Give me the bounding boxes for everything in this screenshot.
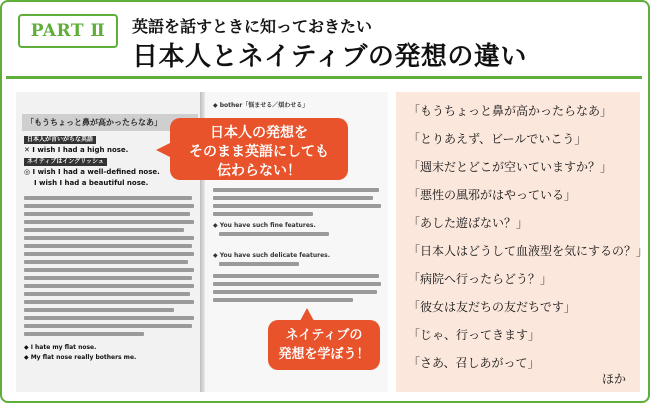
phrase-item: 「週末だとどこが空いていますか？」 — [408, 160, 613, 174]
text-line — [24, 236, 194, 240]
text-line — [24, 308, 174, 312]
text-line — [24, 252, 194, 256]
native-example-1: ◎ I wish I had a well-defined nose. — [24, 168, 160, 176]
text-line: ◆ bother「悩ませる／煩わせる」 — [213, 102, 309, 109]
callout-line: 日本人の発想を — [210, 125, 308, 141]
phrase-item: 「病院へ行ったらどう？」 — [408, 272, 553, 286]
text-line — [213, 212, 313, 216]
text-line — [219, 232, 329, 236]
text-line — [213, 204, 381, 208]
phrase-item: 「日本人はどうして血液型を気にするの？」 — [408, 244, 649, 258]
text-line — [24, 244, 192, 248]
callout-line: ネイティブの — [285, 328, 363, 343]
text-line — [24, 316, 194, 320]
part-label: PART Ⅱ — [18, 14, 118, 48]
phrase-item: 「悪性の風邪がはやっている」 — [408, 188, 577, 202]
text-line — [24, 220, 194, 224]
native-example-2: I wish I had a beautiful nose. — [34, 179, 149, 187]
text-line — [213, 282, 381, 286]
text-line — [213, 290, 377, 294]
text-line — [24, 212, 190, 216]
phrases-panel — [396, 92, 649, 392]
tag-native: ネイティブはイングリッシュ — [24, 158, 107, 166]
phrase-item: 「とりあえず、ビールでいこう」 — [408, 132, 587, 146]
text-line — [24, 260, 188, 264]
phrase-item: 「彼女は友だちの友だちです」 — [408, 300, 576, 314]
callout-line: 伝わらない！ — [217, 163, 301, 179]
text-line — [213, 196, 373, 200]
book-heading: 「もうちょっと鼻が高かったらなあ」 — [22, 114, 198, 131]
text-line — [213, 188, 379, 192]
text-line — [24, 276, 192, 280]
example-line: ◆ I hate my flat nose. — [24, 344, 97, 351]
example-line: ◆ You have such delicate features. — [213, 252, 330, 259]
phrases-etc: ほか — [601, 372, 626, 386]
text-line — [24, 284, 194, 288]
tag-japanese: 日本人が言いがちな英語 — [24, 136, 96, 144]
text-line — [24, 228, 184, 232]
phrase-item: 「あした遊ばない？」 — [408, 216, 529, 230]
divider — [6, 76, 642, 79]
text-line — [24, 292, 190, 296]
text-line — [213, 298, 353, 302]
subtitle: 英語を話すときに知っておきたい — [132, 17, 373, 36]
phrase-item: 「もうちょっと鼻が高かったらなあ」 — [408, 104, 613, 118]
text-line — [219, 262, 299, 266]
callout-line: そのまま英語にしても — [189, 144, 329, 160]
example-line: ◆ You have such fine features. — [213, 222, 316, 229]
callout-native-thinking — [268, 320, 380, 370]
wrong-example: ✕ I wish I had a high nose. — [24, 146, 129, 154]
page-title: 日本人とネイティブの発想の違い — [132, 42, 527, 72]
text-line — [24, 204, 194, 208]
text-line — [213, 274, 379, 278]
callout-japanese-thinking — [170, 118, 348, 180]
phrase-item: 「じゃ、行ってきます」 — [408, 328, 541, 342]
text-line — [24, 300, 194, 304]
phrase-item: 「さあ、召しあがって」 — [408, 356, 540, 370]
text-line — [24, 268, 194, 272]
callout-line: 発想を学ぼう！ — [278, 347, 370, 362]
text-line — [24, 332, 144, 336]
example-line: ◆ My flat nose really bothers me. — [24, 354, 137, 361]
text-line — [24, 324, 192, 328]
text-line — [24, 196, 192, 200]
